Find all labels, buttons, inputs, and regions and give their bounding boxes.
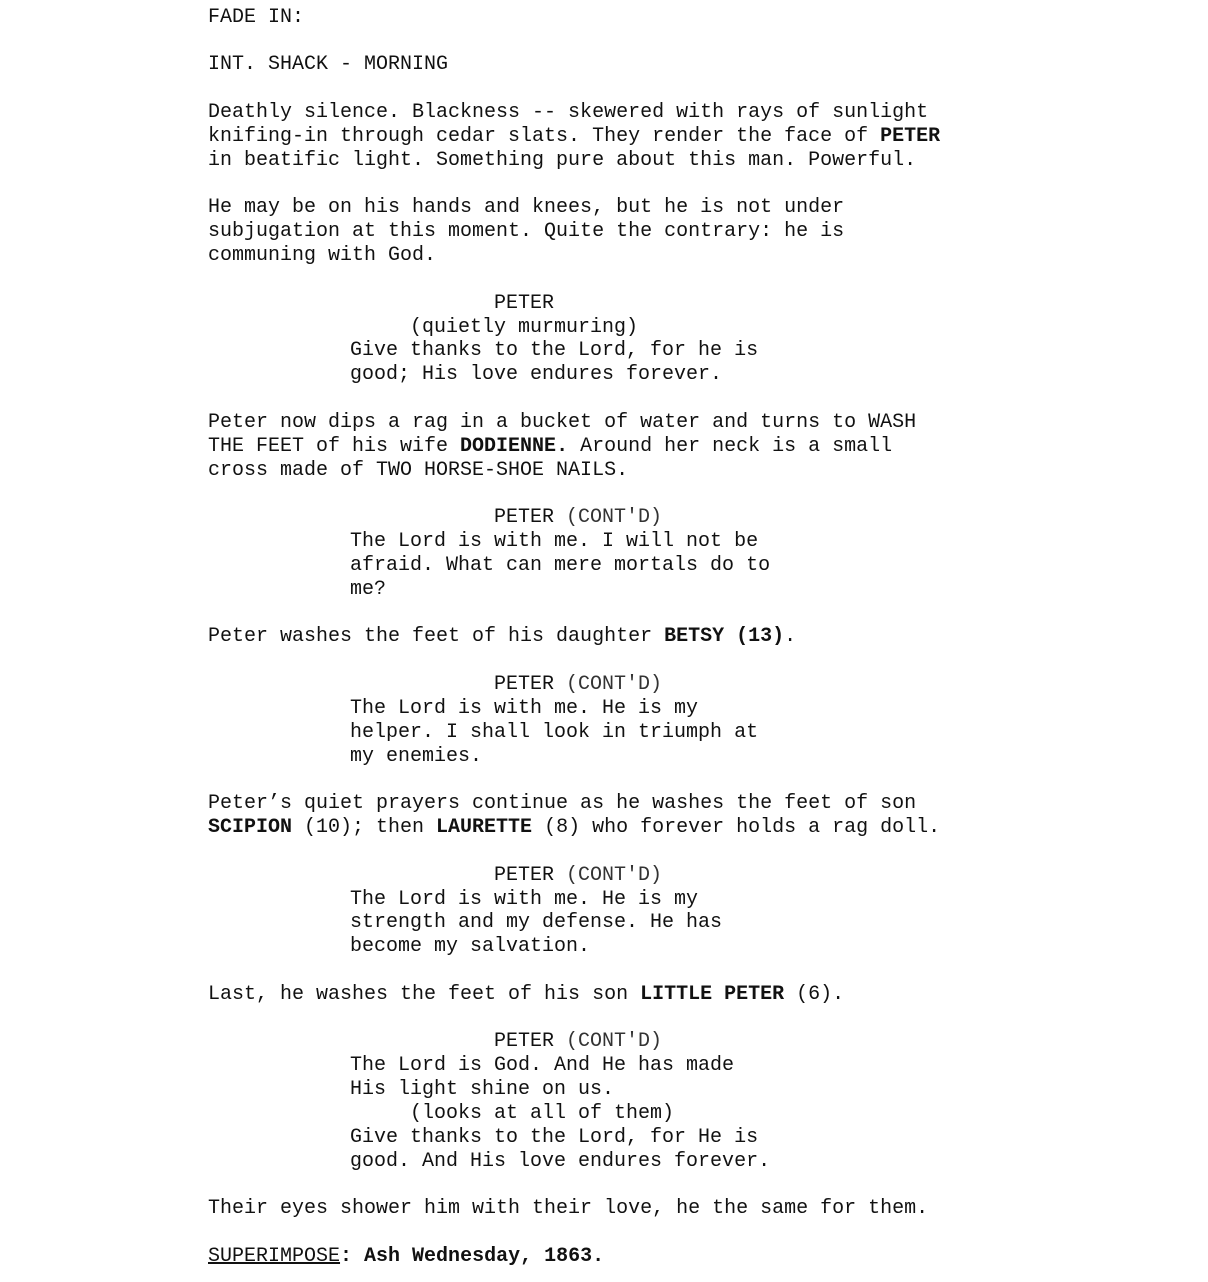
transition-fade-in: FADE IN: [208, 6, 305, 29]
dialogue-line: Give thanks to the Lord, for He is [350, 1126, 759, 1149]
continued-marker: (CONT'D) [566, 1030, 663, 1053]
action-line: He may be on his hands and knees, but he is not under [208, 196, 845, 219]
action-line: cross made of TWO HORSE-SHOE NAILS. [208, 459, 629, 482]
dialogue-line: become my salvation. [350, 935, 591, 958]
dialogue-line: His light shine on us. [350, 1078, 615, 1101]
dialogue-line: good; His love endures forever. [350, 363, 723, 386]
character-name-text: PETER [494, 673, 555, 696]
dialogue-line: me? [350, 578, 387, 601]
continued-marker: (CONT'D) [566, 864, 663, 887]
character-name: PETER [494, 292, 555, 315]
superimpose-line [208, 1245, 604, 1269]
character-intro-laurette: LAURETTE [436, 816, 533, 839]
dialogue-line: The Lord is with me. He is my [350, 697, 699, 720]
action-text: (8) who forever holds a rag doll. [532, 816, 941, 839]
action-line: in beatific light. Something pure about this man. Powerful. [208, 149, 917, 172]
superimpose-label: SUPERIMPOSE [208, 1245, 341, 1268]
action-line: subjugation at this moment. Quite the contrary: he is [208, 220, 845, 243]
action-line: Their eyes shower him with their love, he the same for them. [208, 1197, 929, 1220]
character-intro-dodienne: DODIENNE. [460, 435, 569, 458]
action-text: THE FEET of his wife [208, 435, 461, 458]
character-name [494, 864, 662, 888]
character-name-text: PETER [494, 864, 555, 887]
character-intro-peter: PETER [880, 125, 941, 148]
action-text: Around her neck is a small [568, 435, 893, 458]
character-name [494, 506, 662, 530]
action-text: (10); then [292, 816, 437, 839]
continued-marker: (CONT'D) [566, 506, 663, 529]
parenthetical: (looks at all of them) [410, 1102, 675, 1125]
action-line: Deathly silence. Blackness -- skewered with rays of sunlight [208, 101, 929, 124]
dialogue-line: afraid. What can mere mortals do to [350, 554, 771, 577]
character-name [494, 1030, 662, 1054]
superimpose-text: Ash Wednesday, 1863. [364, 1245, 605, 1268]
dialogue-line: The Lord is with me. I will not be [350, 530, 759, 553]
dialogue-line: good. And His love endures forever. [350, 1150, 771, 1173]
action-line: Peter now dips a rag in a bucket of water and turns to WASH [208, 411, 917, 434]
action-line: Peter’s quiet prayers continue as he washes the feet of son [208, 792, 917, 815]
character-name [494, 673, 662, 697]
character-name-text: PETER [494, 506, 555, 529]
dialogue-line: The Lord is with me. He is my [350, 888, 699, 911]
dialogue-line: Give thanks to the Lord, for he is [350, 339, 759, 362]
action-text: Last, he washes the feet of his son [208, 983, 641, 1006]
action-line [208, 983, 844, 1007]
dialogue-line: strength and my defense. He has [350, 911, 723, 934]
action-line [208, 816, 940, 840]
superimpose-colon: : [340, 1245, 365, 1268]
character-name-text: PETER [494, 1030, 555, 1053]
continued-marker: (CONT'D) [566, 673, 663, 696]
action-line [208, 625, 796, 649]
action-text: knifing-in through cedar slats. They render the face of [208, 125, 881, 148]
action-line [208, 125, 940, 149]
action-text: Peter washes the feet of his daughter [208, 625, 665, 648]
scene-heading: INT. SHACK - MORNING [208, 53, 449, 76]
character-intro-betsy: BETSY (13) [664, 625, 785, 648]
dialogue-line: helper. I shall look in triumph at [350, 721, 759, 744]
character-intro-little-peter: LITTLE PETER [640, 983, 785, 1006]
action-line: communing with God. [208, 244, 437, 267]
action-line [208, 435, 892, 459]
action-text: . [784, 625, 797, 648]
parenthetical: (quietly murmuring) [410, 316, 639, 339]
action-text: (6). [784, 983, 845, 1006]
dialogue-line: The Lord is God. And He has made [350, 1054, 735, 1077]
character-intro-scipion: SCIPION [208, 816, 293, 839]
dialogue-line: my enemies. [350, 745, 483, 768]
